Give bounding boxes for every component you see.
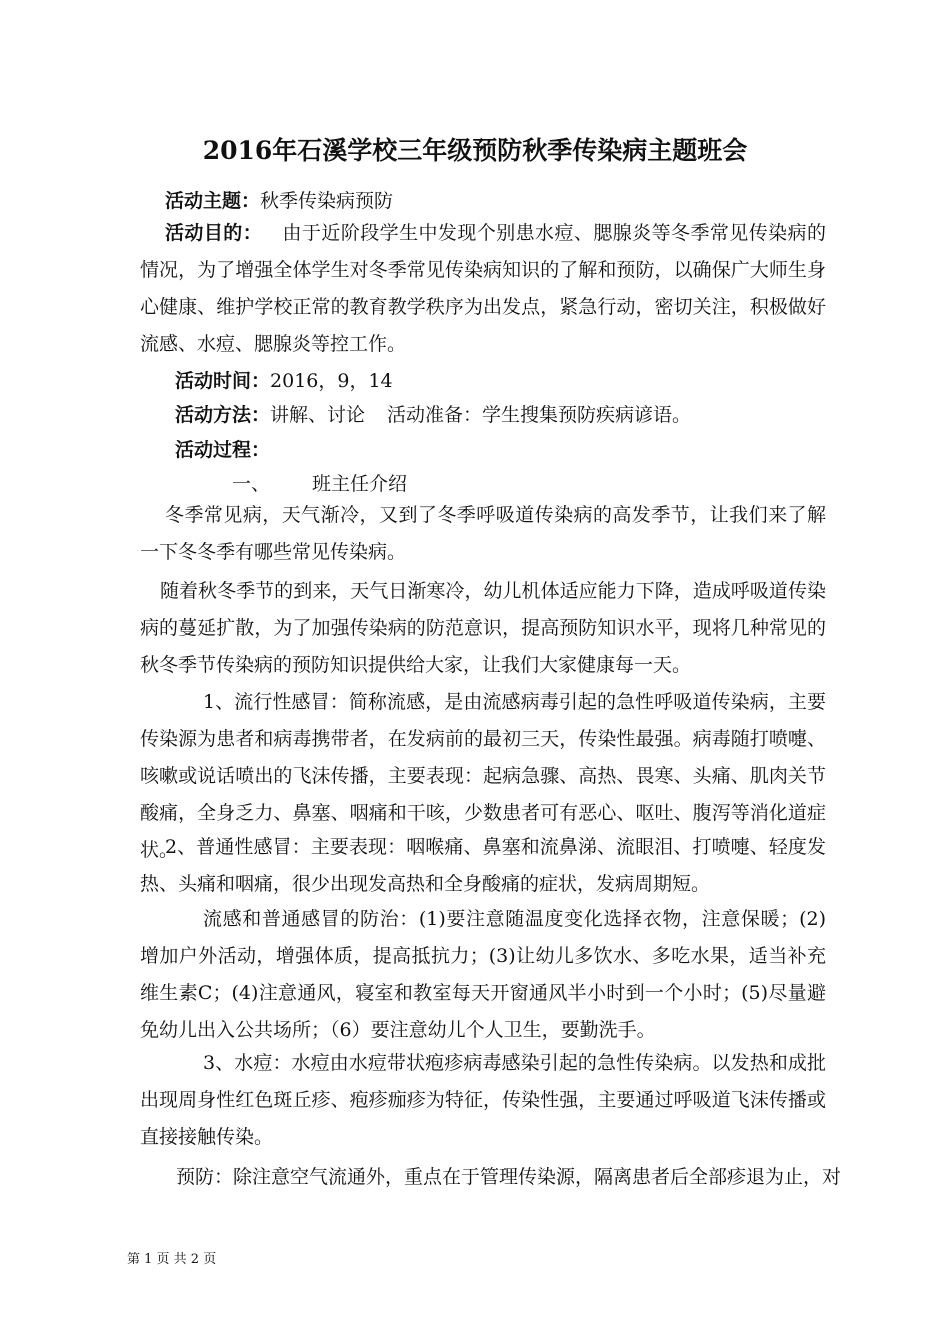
time-value: 2016，9，14 xyxy=(270,370,393,392)
theme-value: 秋季传染病预防 xyxy=(260,190,394,212)
activity-method xyxy=(175,400,691,430)
activity-preparation: 活动准备：学生搜集预防疾病谚语。 xyxy=(387,404,692,426)
page-indicator: 第 1 页 共 2 页 xyxy=(127,1252,217,1267)
section-heading-one xyxy=(232,469,407,499)
paragraph-season: 随着秋冬季节的到来，天气日渐寒冷，幼儿机体适应能力下降，造成呼吸道传染病的蔓延扩散，为了加强传染病的防范意识，提高预防知识水平，现将几种常见的秋冬季节传染病的预防知识提供给大家，让我们大家健康每一天。 xyxy=(140,580,826,676)
paragraph-intro: 冬季常见病，天气渐冷，又到了冬季呼吸道传染病的高发季节，让我们来了解一下冬冬季有哪些常见传染病。 xyxy=(140,504,826,563)
paragraph-common-cold: 2、普通性感冒：主要表现：咽喉痛、鼻塞和流鼻涕、流眼泪、打喷嚏、轻度发热、头痛和咽痛，很少出现发高热和全身酸痛的症状，发病周期短。 xyxy=(140,836,826,895)
paragraph-chickenpox: 3、水痘：水痘由水痘带状疱疹病毒感染引起的急性传染病。以发热和成批出现周身性红色斑丘疹、疱疹痂疹为特征，传染性强，主要通过呼吸道飞沫传播或直接接触传染。 xyxy=(140,1052,826,1148)
time-label: 活动时间： xyxy=(175,370,271,392)
paragraph-prevention: 流感和普通感冒的防治：(1)要注意随温度变化选择衣物，注意保暖；(2)增加户外活动，增强体质，提高抵抗力；(3)让幼儿多饮水、多吃水果，适当补充维生素C；(4)注意通风，寝室和教室每天开窗通风半小时到一个小时；(5)尽量避免幼儿出入公共场所；（6）要注意幼儿个人卫生，要勤洗手。 xyxy=(140,908,826,1041)
method-value: 讲解、讨论 xyxy=(270,404,366,426)
process-label: 活动过程： xyxy=(175,439,271,461)
section-title: 班主任介绍 xyxy=(312,473,408,495)
section-number: 一、 xyxy=(232,473,271,495)
purpose-text: 由于近阶段学生中发现个别患水痘、腮腺炎等冬季常见传染病的情况，为了增强全体学生对冬季常见传染病知识的了解和预防，以确保广大师生身心健康、维护学校正常的教育教学秩序为出发点，紧急行动，密切关注，积极做好流感、水痘、腮腺炎等控工作。 xyxy=(140,222,826,355)
purpose-label: 活动目的： xyxy=(165,222,263,244)
activity-theme xyxy=(165,186,393,216)
activity-time xyxy=(175,366,393,396)
method-label: 活动方法： xyxy=(175,404,271,426)
theme-label: 活动主题： xyxy=(165,190,261,212)
activity-purpose xyxy=(140,215,826,363)
paragraph-chickenpox-prevention: 预防：除注意空气流通外，重点在于管理传染源，隔离患者后全部疹退为止，对 xyxy=(176,1166,842,1188)
document-title: 2016年石溪学校三年级预防秋季传染病主题班会 xyxy=(202,136,748,165)
paragraph-influenza: 1、流行性感冒：简称流感，是由流感病毒引起的急性呼吸道传染病，主要传染源为患者和病毒携带者，在发病前的最初三天，传染性最强。病毒随打喷嚏、咳嗽或说话喷出的飞沫传播，主要表现：起病急骤、高热、畏寒、头痛、肌肉关节酸痛，全身乏力、鼻塞、咽痛和干咳，少数患者可有恶心、呕吐、腹泻等消化道症状。 xyxy=(140,691,826,861)
